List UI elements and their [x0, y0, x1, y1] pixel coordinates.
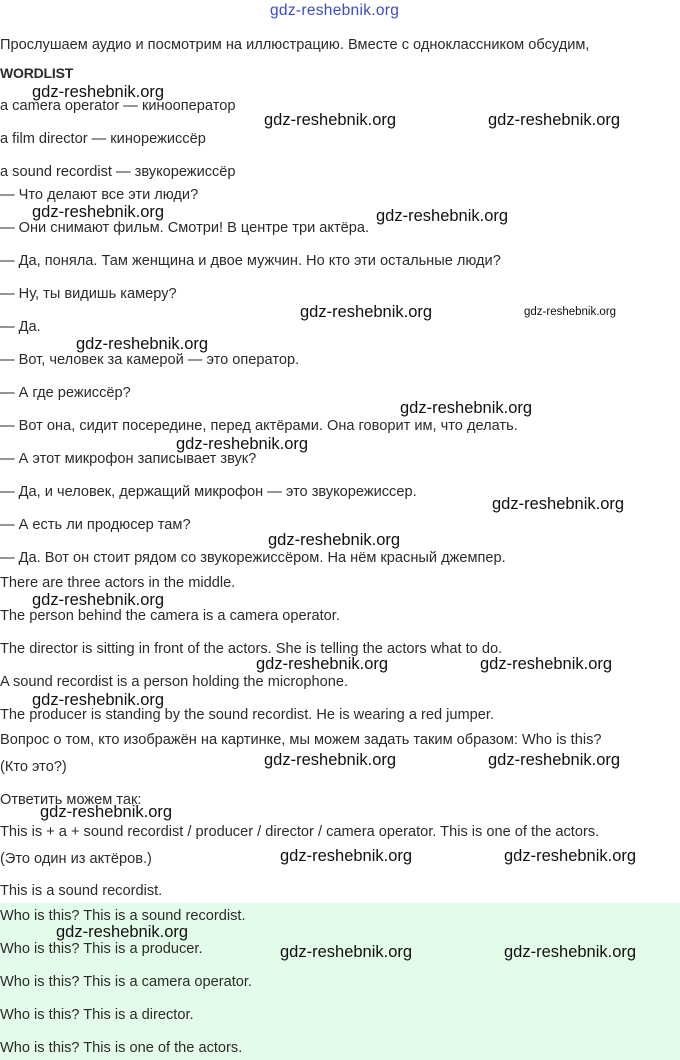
question-note-translation: (Кто это?): [0, 759, 67, 775]
dialogue-line: — А где режиссёр?: [0, 385, 131, 401]
watermark: gdz-reshebnik.org: [32, 203, 165, 221]
dialogue-line: — Ну, ты видишь камеру?: [0, 286, 177, 302]
answer-line: Who is this? This is a producer.: [0, 941, 203, 957]
wordlist-item: a sound recordist — звукорежиссёр: [0, 164, 236, 180]
wordlist-item: a camera operator — кинооператор: [0, 98, 236, 114]
watermark: gdz-reshebnik.org: [264, 751, 397, 769]
watermark: gdz-reshebnik.org: [488, 751, 621, 769]
answer-example: This is a sound recordist.: [0, 883, 163, 899]
dialogue-line: — Вот, человек за камерой — это оператор.: [0, 352, 300, 368]
dialogue-line: — Да, и человек, держащий микрофон — это звукорежиссер.: [0, 484, 417, 500]
watermark: gdz-reshebnik.org: [32, 83, 165, 101]
question-note: Вопрос о том, кто изображён на картинке, мы можем задать таким образом: Who is this?: [0, 732, 602, 748]
watermark: gdz-reshebnik.org: [480, 655, 613, 673]
watermark: gdz-reshebnik.org: [40, 803, 173, 821]
watermark: gdz-reshebnik.org: [504, 847, 637, 865]
english-sentence: The director is sitting in front of the actors. She is telling the actors what to do.: [0, 641, 503, 657]
watermark: gdz-reshebnik.org: [32, 591, 165, 609]
dialogue-line: — А есть ли продюсер там?: [0, 517, 191, 533]
answer-line: Who is this? This is a camera operator.: [0, 974, 252, 990]
english-sentence: A sound recordist is a person holding the microphone.: [0, 674, 349, 690]
intro-text: Прослушаем аудио и посмотрим на иллюстрацию. Вместе с одноклассником обсудим,: [0, 37, 590, 53]
watermark: gdz-reshebnik.org: [488, 111, 621, 129]
dialogue-line: — Вот она, сидит посередине, перед актёрами. Она говорит им, что делать.: [0, 418, 518, 434]
watermark: gdz-reshebnik.org: [280, 847, 413, 865]
watermark: gdz-reshebnik.org: [400, 399, 533, 417]
answer-formula: This is + a + sound recordist / producer / director / camera operator. This is one of the actors.: [0, 824, 600, 840]
watermark: gdz-reshebnik.org: [300, 303, 433, 321]
watermark: gdz-reshebnik.org: [492, 495, 625, 513]
answer-line: Who is this? This is a director.: [0, 1007, 194, 1023]
dialogue-line: — Что делают все эти люди?: [0, 187, 199, 203]
top-watermark-link[interactable]: gdz-reshebnik.org: [270, 2, 400, 19]
english-sentence: The producer is standing by the sound recordist. He is wearing a red jumper.: [0, 707, 495, 723]
watermark: gdz-reshebnik.org: [176, 435, 309, 453]
watermark: gdz-reshebnik.org: [256, 655, 389, 673]
watermark: gdz-reshebnik.org: [504, 943, 637, 961]
answer-line: Who is this? This is a sound recordist.: [0, 908, 246, 924]
dialogue-line: — Да.: [0, 319, 41, 335]
answer-formula-translation: (Это один из актёров.): [0, 851, 152, 867]
dialogue-line: — Да. Вот он стоит рядом со звукорежиссёром. На нём красный джемпер.: [0, 550, 506, 566]
dialogue-line: — Да, поняла. Там женщина и двое мужчин. Но кто эти остальные люди?: [0, 253, 501, 269]
wordlist-heading: WORDLIST: [0, 65, 74, 81]
watermark: gdz-reshebnik.org: [56, 923, 189, 941]
dialogue-line: — А этот микрофон записывает звук?: [0, 451, 257, 467]
watermark: gdz-reshebnik.org: [264, 111, 397, 129]
watermark: gdz-reshebnik.org: [376, 207, 509, 225]
answer-line: Who is this? This is one of the actors.: [0, 1040, 243, 1056]
english-sentence: The person behind the camera is a camera operator.: [0, 608, 340, 624]
answer-note: Ответить можем так:: [0, 792, 142, 808]
english-sentence: There are three actors in the middle.: [0, 575, 236, 591]
watermark: gdz-reshebnik.org: [280, 943, 413, 961]
watermark: gdz-reshebnik.org: [268, 531, 401, 549]
wordlist-item: a film director — кинорежиссёр: [0, 131, 206, 147]
watermark: gdz-reshebnik.org: [76, 335, 209, 353]
watermark: gdz-reshebnik.org: [32, 691, 165, 709]
dialogue-line: — Они снимают фильм. Смотри! В центре три актёра.: [0, 220, 370, 236]
watermark: gdz-reshebnik.org: [524, 306, 617, 318]
